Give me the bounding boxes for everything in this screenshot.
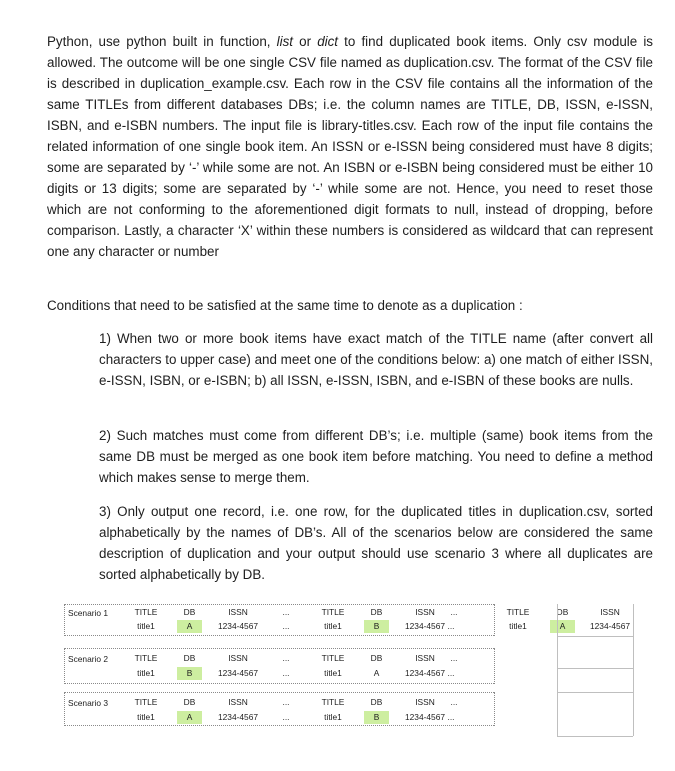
- issn-value: 1234-4567: [217, 621, 259, 631]
- ellipsis: ...: [282, 607, 290, 617]
- issn-header: ISSN: [415, 697, 435, 707]
- issn-value: 1234-4567: [404, 712, 446, 722]
- list-keyword: list: [276, 34, 293, 49]
- title-value: title1: [324, 668, 342, 678]
- ellipsis: ...: [450, 607, 458, 617]
- title-header: TITLE: [134, 607, 158, 617]
- ellipsis: ...: [282, 712, 290, 722]
- dict-keyword: dict: [317, 34, 339, 49]
- db-header: DB: [370, 607, 383, 617]
- ellipsis: ...: [282, 653, 290, 663]
- ellipsis: ...: [450, 697, 458, 707]
- issn-header: ISSN: [415, 653, 435, 663]
- db-header: DB: [370, 653, 383, 663]
- title-value: title1: [509, 621, 527, 631]
- db-value: A: [177, 711, 202, 724]
- issn-value: 1234-4567: [589, 621, 631, 631]
- title-header: TITLE: [134, 653, 158, 663]
- db-header: DB: [370, 697, 383, 707]
- ellipsis: ...: [447, 621, 455, 631]
- ellipsis: ...: [282, 697, 290, 707]
- title-value: title1: [324, 712, 342, 722]
- db-value: B: [364, 711, 389, 724]
- title-value: title1: [137, 712, 155, 722]
- issn-value: 1234-4567: [404, 668, 446, 678]
- scenario-3-label: Scenario 3: [68, 698, 109, 708]
- scenario-2-table: [64, 648, 634, 684]
- condition-1: 1) When two or more book items have exact match of the TITLE name (after convert all characters to upper case) and meet one of the conditions below: a) one match of either ISSN, e-ISSN, ISBN, or e-ISBN; b) all ISSN, e-ISSN, ISBN, and e-ISBN of these books are nulls.: [99, 331, 653, 388]
- scenario-1-label: Scenario 1: [68, 608, 109, 618]
- db-header: DB: [183, 607, 196, 617]
- title-header: TITLE: [321, 653, 345, 663]
- title-value: title1: [137, 668, 155, 678]
- db-header: DB: [556, 607, 569, 617]
- title-value: title1: [137, 621, 155, 631]
- scenario-3-table: [64, 692, 634, 726]
- db-value: B: [364, 620, 389, 633]
- issn-header: ISSN: [228, 697, 248, 707]
- title-header: TITLE: [506, 607, 530, 617]
- conditions-heading: Conditions that need to be satisfied at the same time to denote as a duplication :: [47, 298, 523, 313]
- ellipsis: ...: [282, 668, 290, 678]
- condition-3: 3) Only output one record, i.e. one row, for the duplicated titles in duplication.csv, sorted alphabetically by the names of DB’s. All of the scenarios below are considered the same description of duplication and your output should use scenario 3 where all duplicates are sorted alphabetically by DB.: [99, 504, 653, 582]
- db-header: DB: [183, 653, 196, 663]
- condition-2: 2) Such matches must come from different DB’s; i.e. multiple (same) book items from the same DB must be merged as one book item before matching. You need to define a method which makes sense to merge them.: [99, 428, 653, 485]
- issn-header: ISSN: [228, 607, 248, 617]
- ellipsis: ...: [447, 712, 455, 722]
- issn-value: 1234-4567: [404, 621, 446, 631]
- title-header: TITLE: [134, 697, 158, 707]
- db-value: A: [373, 668, 380, 678]
- scenario-2-label: Scenario 2: [68, 654, 109, 664]
- title-header: TITLE: [321, 607, 345, 617]
- title-value: title1: [324, 621, 342, 631]
- ellipsis: ...: [282, 621, 290, 631]
- issn-header: ISSN: [415, 607, 435, 617]
- db-value: B: [177, 667, 202, 680]
- db-value: A: [177, 620, 202, 633]
- issn-header: ISSN: [228, 653, 248, 663]
- ellipsis: ...: [450, 653, 458, 663]
- issn-value: 1234-4567: [217, 712, 259, 722]
- scenario-1-table: [64, 604, 634, 636]
- ellipsis: ...: [447, 668, 455, 678]
- db-header: DB: [183, 697, 196, 707]
- issn-header: ISSN: [600, 607, 620, 617]
- issn-value: 1234-4567: [217, 668, 259, 678]
- intro-paragraph: Python, use python built in function, list or dict to find duplicated book items. Only csv module is allowed. The outcome will be one single CSV file named as duplication.csv. The format of the CSV file is described in duplication_example.csv. Each row in the CSV file contains all the information of the same TITLEs from different databases DBs; i.e. the column names are TITLE, DB, ISSN, e-ISSN, ISBN, and e-ISBN numbers. The input file is library-titles.csv. Each row of the input file contains the related information of one single book item. An ISSN or e-ISSN being considered must have 8 digits; some are separated by ‘-’ while some are not. An ISBN or e-ISBN being considered must be either 10 digits or 13 digits; some are separated by ‘-’ while some are not. Hence, you need to reset those which are not conforming to the aforementioned digit formats to null, instead of dropping, before comparison. Lastly, a character ‘X’ within these numbers is considered as wildcard that can represent one any character or number: [47, 34, 654, 259]
- title-header: TITLE: [321, 697, 345, 707]
- db-value: A: [550, 620, 575, 633]
